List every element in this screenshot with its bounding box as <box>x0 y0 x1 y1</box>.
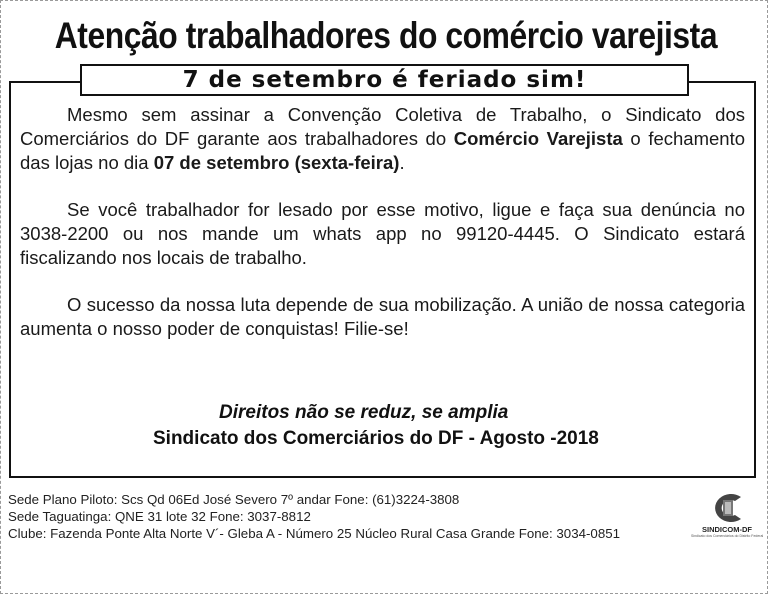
address-line-clube: Clube: Fazenda Ponte Alta Norte V´- Gleba A - Número 25 Núcleo Rural Casa Grande Fone: 3034-0851 <box>8 526 621 541</box>
address-line-plano-piloto: Sede Plano Piloto: Scs Qd 06Ed José Severo 7º andar Fone: (61)3224-3808 <box>8 492 460 507</box>
paragraph-1-bold-a: Comércio Varejista <box>453 128 623 149</box>
slogan: Direitos não se reduz, se amplia <box>219 402 509 423</box>
paragraph-1-text-a: Mesmo sem assinar a Convenção Coletiva de Trabalho, o Sindicato dos Comerciários do DF garante aos trabalhadores do <box>20 104 745 149</box>
subtitle-banner: 7 de setembro é feriado sim! <box>80 64 689 96</box>
logo-tagline: Sindicato dos Comerciários do Distrito Federal <box>691 534 764 538</box>
paragraph-1-text-c: . <box>399 152 405 173</box>
address-footer <box>8 491 620 542</box>
paragraph-3: O sucesso da nossa luta depende de sua mobilização. A união de nossa categoria aumenta o nosso poder de conquistas! Filie-se! <box>20 294 745 339</box>
paragraph-1-bold-b: 07 de setembro (sexta-feira) <box>153 152 400 173</box>
sindicom-logo-icon <box>703 491 751 525</box>
paragraph-2: Se você trabalhador for lesado por esse motivo, ligue e faça sua denúncia no 3038-2200 ou nos mande um whats app no 99120-4445. O Sindicato estará fiscalizando nos locais de trabalho. <box>20 199 745 268</box>
notice-body <box>20 103 745 364</box>
address-line-taguatinga: Sede Taguatinga: QNE 31 lote 32 Fone: 3037-8812 <box>8 509 311 524</box>
logo-name: SINDICOM-DF <box>702 525 752 534</box>
signature-line: Sindicato dos Comerciários do DF - Agosto -2018 <box>153 428 599 449</box>
headline: Atenção trabalhadores do comércio varejista <box>54 15 718 56</box>
paragraph-1 <box>20 103 745 175</box>
paragraph-1-text-b: o fechamento das lojas no dia <box>20 128 745 173</box>
sindicom-logo <box>691 491 763 541</box>
